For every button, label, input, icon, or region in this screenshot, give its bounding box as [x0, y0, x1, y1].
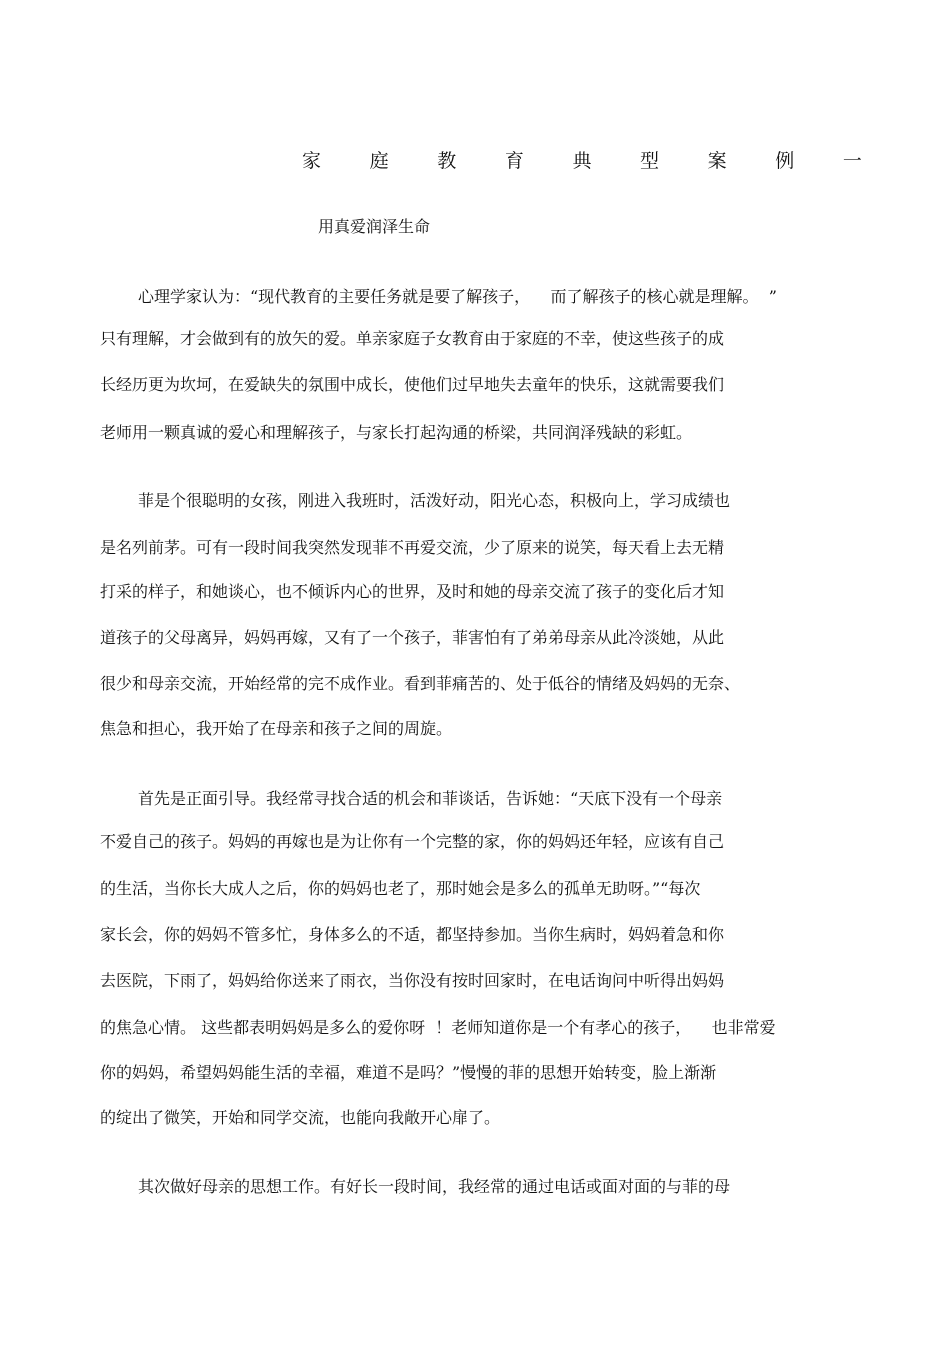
paragraph-1-line-2: 只有理解，才会做到有的放矢的爱。单亲家庭子女教育由于家庭的不幸，使这些孩子的成 [100, 329, 725, 348]
title-char: 型 [640, 150, 660, 172]
title-char: 一 [842, 150, 862, 172]
paragraph-2-line-6: 焦急和担心，我开始了在母亲和孩子之间的周旋。 [100, 719, 453, 738]
paragraph-3-line-7: 你的妈妈，希望妈妈能生活的幸福，难道不是吗？”慢慢的菲的思想开始转变，脸上渐渐 [100, 1063, 717, 1082]
paragraph-2-line-2: 是名列前茅。可有一段时间我突然发现菲不再爱交流，少了原来的说笑，每天看上去无精 [100, 538, 725, 557]
paragraph-3-line-1: 首先是正面引导。我经常寻找合适的机会和菲谈话，告诉她：“天底下没有一个母亲 [138, 789, 723, 808]
title-char: 教 [437, 150, 457, 172]
paragraph-1-line-3: 长经历更为坎坷，在爱缺失的氛围中成长，使他们过早地失去童年的快乐，这就需要我们 [100, 375, 725, 394]
title-char: 典 [572, 150, 592, 172]
paragraph-3-line-4: 家长会，你的妈妈不管多忙，身体多么的不适，都坚持参加。当你生病时，妈妈着急和你 [100, 925, 725, 944]
title-char: 家 [302, 150, 322, 172]
paragraph-4-line-1: 其次做好母亲的思想工作。有好长一段时间，我经常的通过电话或面对面的与菲的母 [138, 1177, 731, 1196]
paragraph-2-line-1: 菲是个很聪明的女孩，刚进入我班时，活泼好动，阳光心态，积极向上，学习成绩也 [138, 491, 731, 510]
title-char: 育 [504, 150, 524, 172]
paragraph-2-line-4: 道孩子的父母离异，妈妈再嫁，又有了一个孩子，菲害怕有了弟弟母亲从此冷淡她，从此 [100, 628, 725, 647]
document-title [302, 148, 862, 174]
paragraph-2-line-5: 很少和母亲交流，开始经常的完不成作业。看到菲痛苦的、处于低谷的情绪及妈妈的无奈、 [100, 674, 741, 693]
paragraph-2-line-3: 打采的样子，和她谈心，也不倾诉内心的世界，及时和她的母亲交流了孩子的变化后才知 [100, 582, 725, 601]
title-char: 案 [707, 150, 727, 172]
paragraph-1-line-4: 老师用一颗真诚的爱心和理解孩子，与家长打起沟通的桥梁，共同润泽残缺的彩虹。 [100, 423, 693, 442]
document-subtitle: 用真爱润泽生命 [318, 217, 431, 236]
paragraph-3-line-8: 的绽出了微笑，开始和同学交流，也能向我敞开心扉了。 [100, 1108, 501, 1127]
paragraph-1-line-1: 心理学家认为：“现代教育的主要任务就是要了解孩子， 而了解孩子的核心就是理解。 ” [138, 287, 777, 306]
paragraph-3-line-3: 的生活，当你长大成人之后，你的妈妈也老了，那时她会是多么的孤单无助呀。”“每次 [100, 879, 701, 898]
paragraph-3-line-6: 的焦急心情。 这些都表明妈妈是多么的爱你呀 ！老师知道你是一个有孝心的孩子， 也非常爱 [100, 1018, 776, 1037]
paragraph-3-line-5: 去医院，下雨了，妈妈给你送来了雨衣，当你没有按时回家时，在电话询问中听得出妈妈 [100, 971, 725, 990]
title-char: 庭 [369, 150, 389, 172]
paragraph-3-line-2: 不爱自己的孩子。妈妈的再嫁也是为让你有一个完整的家，你的妈妈还年轻，应该有自己 [100, 832, 725, 851]
title-char: 例 [775, 150, 795, 172]
